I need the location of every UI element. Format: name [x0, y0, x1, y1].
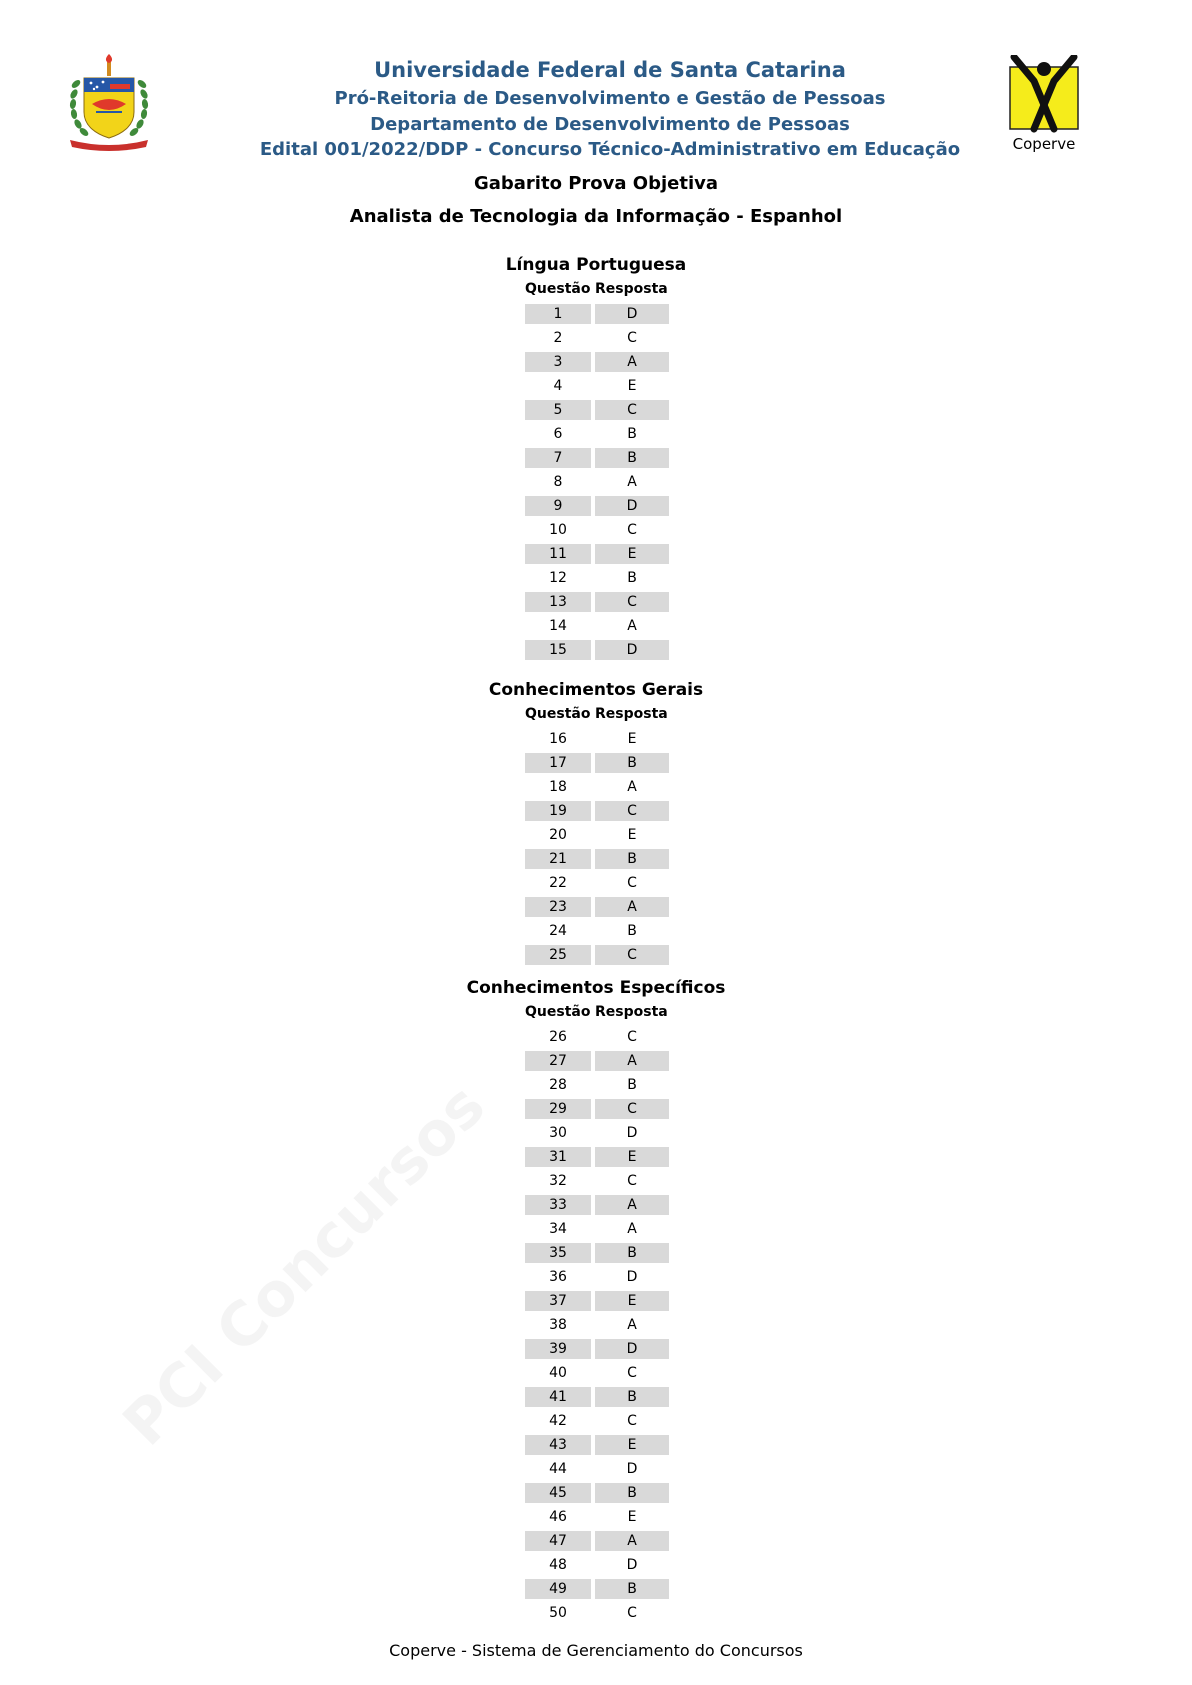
- answer-letter: E: [627, 827, 637, 843]
- table-row: [446, 799, 746, 823]
- table-row: [446, 614, 746, 638]
- answer-letter: C: [627, 875, 637, 891]
- question-number: 12: [549, 570, 567, 586]
- question-number: 42: [549, 1413, 567, 1429]
- coperve-logo-label: Coperve: [1012, 135, 1076, 153]
- question-number: 14: [549, 618, 567, 634]
- table-row: [446, 446, 746, 470]
- question-number: 34: [549, 1221, 567, 1237]
- question-number: 46: [549, 1509, 567, 1525]
- question-column-header: Questão: [525, 706, 591, 722]
- question-number: 41: [525, 1387, 591, 1407]
- section-lingua-portuguesa: [446, 252, 746, 662]
- question-number: 22: [549, 875, 567, 891]
- table-row: [446, 566, 746, 590]
- answer-letter: D: [626, 1125, 638, 1141]
- answer-letter: A: [627, 618, 637, 634]
- answer-column-header: Resposta: [595, 706, 668, 722]
- question-number: 5: [525, 400, 591, 420]
- answer-letter: C: [627, 1605, 637, 1621]
- table-row: [446, 590, 746, 614]
- table-row: [446, 775, 746, 799]
- question-number: 37: [525, 1291, 591, 1311]
- answer-letter: C: [627, 1173, 637, 1189]
- table-row: [446, 1313, 746, 1337]
- table-row: [446, 1529, 746, 1553]
- answer-letter: D: [595, 496, 669, 516]
- table-row: [446, 1145, 746, 1169]
- question-number: 3: [525, 352, 591, 372]
- question-number: 1: [525, 304, 591, 324]
- coperve-logo: [1004, 55, 1084, 155]
- table-row: [446, 518, 746, 542]
- answer-letter: A: [627, 1221, 637, 1237]
- table-row: [446, 1385, 746, 1409]
- answer-letter: B: [595, 1243, 669, 1263]
- table-row: [446, 1025, 746, 1049]
- question-number: 23: [525, 897, 591, 917]
- answer-letter: C: [595, 1099, 669, 1119]
- answer-letter: A: [595, 1195, 669, 1215]
- position-title: Analista de Tecnologia da Informação - Espanhol: [349, 206, 843, 227]
- question-number: 50: [549, 1605, 567, 1621]
- answer-letter: A: [595, 897, 669, 917]
- question-number: 36: [549, 1269, 567, 1285]
- answer-letter: B: [627, 1077, 637, 1093]
- answer-letter: C: [627, 522, 637, 538]
- question-number: 31: [525, 1147, 591, 1167]
- ufsc-emblem-graphic: [66, 54, 152, 154]
- table-header: [446, 703, 746, 727]
- table-row: [446, 1553, 746, 1577]
- question-number: 4: [553, 378, 563, 394]
- answer-letter: E: [595, 1147, 669, 1167]
- ufsc-emblem-logo: [66, 54, 152, 154]
- table-row: [446, 1265, 746, 1289]
- table-row: [446, 1073, 746, 1097]
- question-number: 13: [525, 592, 591, 612]
- watermark: [110, 1071, 499, 1460]
- section-conhecimentos-gerais: [446, 677, 746, 967]
- table-row: [446, 1457, 746, 1481]
- table-row: [446, 542, 746, 566]
- table-row: [446, 1289, 746, 1313]
- table-row: [446, 919, 746, 943]
- table-row: [446, 326, 746, 350]
- question-number: 27: [525, 1051, 591, 1071]
- answer-letter: B: [627, 923, 637, 939]
- table-row: [446, 494, 746, 518]
- question-number: 9: [525, 496, 591, 516]
- question-number: 21: [525, 849, 591, 869]
- coperve-figure-icon: [1004, 55, 1084, 135]
- answer-letter: D: [626, 1269, 638, 1285]
- table-row: [446, 1361, 746, 1385]
- question-number: 2: [553, 330, 563, 346]
- question-number: 38: [549, 1317, 567, 1333]
- table-row: [446, 1169, 746, 1193]
- answer-letter: B: [627, 426, 637, 442]
- question-number: 11: [525, 544, 591, 564]
- answer-letter: A: [595, 352, 669, 372]
- answer-letter: B: [595, 849, 669, 869]
- answer-letter: B: [595, 1579, 669, 1599]
- table-row: [446, 374, 746, 398]
- question-number: 47: [525, 1531, 591, 1551]
- table-row: [446, 1049, 746, 1073]
- table-header: [446, 278, 746, 302]
- table-row: [446, 727, 746, 751]
- table-row: [446, 1193, 746, 1217]
- document-title: Gabarito Prova Objetiva: [473, 173, 719, 194]
- table-row: [446, 895, 746, 919]
- question-number: 48: [549, 1557, 567, 1573]
- answer-letter: C: [627, 330, 637, 346]
- university-name: Universidade Federal de Santa Catarina: [374, 58, 846, 82]
- table-header: [446, 1001, 746, 1025]
- question-column-header: Questão: [525, 1004, 591, 1020]
- question-number: 7: [525, 448, 591, 468]
- answer-letter: C: [627, 1365, 637, 1381]
- question-number: 39: [525, 1339, 591, 1359]
- question-number: 33: [525, 1195, 591, 1215]
- question-number: 6: [553, 426, 563, 442]
- answer-letter: B: [595, 753, 669, 773]
- table-row: [446, 943, 746, 967]
- table-row: [446, 422, 746, 446]
- question-number: 49: [525, 1579, 591, 1599]
- answer-letter: D: [595, 1339, 669, 1359]
- table-row: [446, 1433, 746, 1457]
- answer-letter: C: [627, 1413, 637, 1429]
- answer-letter: E: [627, 731, 637, 747]
- question-number: 17: [525, 753, 591, 773]
- question-number: 28: [549, 1077, 567, 1093]
- answer-letter: C: [595, 945, 669, 965]
- question-number: 20: [549, 827, 567, 843]
- answer-letter: A: [627, 779, 637, 795]
- department-name: Departamento de Desenvolvimento de Pessoas: [370, 114, 850, 135]
- question-number: 15: [525, 640, 591, 660]
- table-row: [446, 1241, 746, 1265]
- answer-letter: E: [595, 544, 669, 564]
- answer-column-header: Resposta: [595, 281, 668, 297]
- question-number: 19: [525, 801, 591, 821]
- table-row: [446, 638, 746, 662]
- question-number: 18: [549, 779, 567, 795]
- answer-letter: C: [595, 400, 669, 420]
- question-number: 10: [549, 522, 567, 538]
- answer-letter: E: [627, 1509, 637, 1525]
- footer-text: Coperve - Sistema de Gerenciamento do Concursos: [389, 1641, 803, 1660]
- question-column-header: Questão: [525, 281, 591, 297]
- answer-letter: A: [595, 1531, 669, 1551]
- table-row: [446, 350, 746, 374]
- table-row: [446, 1217, 746, 1241]
- section-title: Língua Portuguesa: [505, 255, 687, 275]
- question-number: 8: [553, 474, 563, 490]
- answer-letter: C: [595, 592, 669, 612]
- answer-letter: D: [595, 304, 669, 324]
- table-row: [446, 847, 746, 871]
- answer-letter: B: [595, 1483, 669, 1503]
- question-number: 40: [549, 1365, 567, 1381]
- prorectorate-name: Pró-Reitoria de Desenvolvimento e Gestão de Pessoas: [334, 88, 886, 109]
- answer-column-header: Resposta: [595, 1004, 668, 1020]
- question-number: 32: [549, 1173, 567, 1189]
- question-number: 35: [525, 1243, 591, 1263]
- answer-letter: A: [627, 474, 637, 490]
- question-number: 43: [525, 1435, 591, 1455]
- answer-letter: E: [595, 1435, 669, 1455]
- table-row: [446, 871, 746, 895]
- table-row: [446, 751, 746, 775]
- answer-letter: C: [595, 801, 669, 821]
- table-row: [446, 1505, 746, 1529]
- answer-letter: B: [595, 448, 669, 468]
- answer-letter: D: [595, 640, 669, 660]
- section-conhecimentos-especificos: [446, 975, 746, 1625]
- table-row: [446, 1337, 746, 1361]
- table-row: [446, 470, 746, 494]
- question-number: 26: [549, 1029, 567, 1045]
- question-number: 24: [549, 923, 567, 939]
- answer-letter: B: [595, 1387, 669, 1407]
- answer-letter: D: [626, 1461, 638, 1477]
- answer-letter: A: [627, 1317, 637, 1333]
- question-number: 25: [525, 945, 591, 965]
- question-number: 30: [549, 1125, 567, 1141]
- table-row: [446, 1601, 746, 1625]
- answer-letter: E: [595, 1291, 669, 1311]
- question-number: 44: [549, 1461, 567, 1477]
- table-row: [446, 302, 746, 326]
- section-title: Conhecimentos Específicos: [466, 978, 726, 998]
- table-row: [446, 1577, 746, 1601]
- answer-letter: B: [627, 570, 637, 586]
- answer-letter: C: [627, 1029, 637, 1045]
- section-title: Conhecimentos Gerais: [488, 680, 704, 700]
- table-row: [446, 1409, 746, 1433]
- answer-letter: A: [595, 1051, 669, 1071]
- table-row: [446, 1481, 746, 1505]
- table-row: [446, 398, 746, 422]
- answer-letter: D: [626, 1557, 638, 1573]
- edital-title: Edital 001/2022/DDP - Concurso Técnico-Administrativo em Educação: [259, 139, 961, 160]
- answer-letter: E: [627, 378, 637, 394]
- table-row: [446, 823, 746, 847]
- question-number: 29: [525, 1099, 591, 1119]
- question-number: 16: [549, 731, 567, 747]
- question-number: 45: [525, 1483, 591, 1503]
